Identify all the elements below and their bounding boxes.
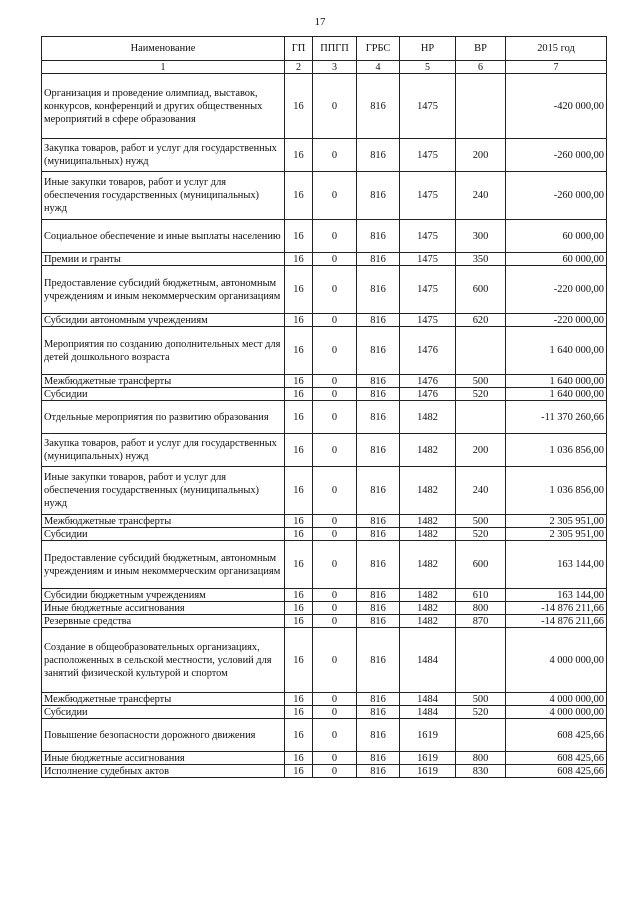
row-vr: 200 (456, 434, 506, 467)
row-gp: 16 (285, 253, 313, 266)
row-gp: 16 (285, 327, 313, 375)
row-ppgp: 0 (313, 528, 357, 541)
row-gp: 16 (285, 220, 313, 253)
row-ppgp: 0 (313, 706, 357, 719)
table-row (42, 615, 607, 628)
table-row (42, 706, 607, 719)
row-gp: 16 (285, 719, 313, 752)
row-ppgp: 0 (313, 719, 357, 752)
row-grbs: 816 (357, 628, 400, 693)
row-gp: 16 (285, 752, 313, 765)
table-row (42, 528, 607, 541)
row-ppgp: 0 (313, 628, 357, 693)
row-grbs: 816 (357, 266, 400, 314)
row-gp: 16 (285, 401, 313, 434)
row-gp: 16 (285, 706, 313, 719)
budget-table (41, 36, 607, 778)
row-grbs: 816 (357, 375, 400, 388)
row-gp: 16 (285, 693, 313, 706)
row-amount: -220 000,00 (506, 314, 607, 327)
row-vr: 500 (456, 375, 506, 388)
row-grbs: 816 (357, 602, 400, 615)
row-vr (456, 719, 506, 752)
row-nr: 1482 (400, 467, 456, 515)
row-grbs: 816 (357, 719, 400, 752)
row-nr: 1475 (400, 74, 456, 139)
row-nr: 1484 (400, 628, 456, 693)
row-amount: 163 144,00 (506, 589, 607, 602)
row-ppgp: 0 (313, 515, 357, 528)
header-vr: ВР (456, 37, 506, 61)
row-ppgp: 0 (313, 401, 357, 434)
index-cell: 5 (400, 61, 456, 74)
row-gp: 16 (285, 615, 313, 628)
row-name: Иные закупки товаров, работ и услуг для обеспечения государственных (муниципальных) нужд (42, 467, 285, 515)
row-amount: -260 000,00 (506, 172, 607, 220)
header-ppgp: ППГП (313, 37, 357, 61)
row-name: Иные бюджетные ассигнования (42, 752, 285, 765)
row-grbs: 816 (357, 253, 400, 266)
table-header-row (42, 37, 607, 61)
header-gp: ГП (285, 37, 313, 61)
row-vr: 520 (456, 706, 506, 719)
row-name: Предоставление субсидий бюджетным, автономным учреждениям и иным некоммерческим организациям (42, 266, 285, 314)
row-vr (456, 327, 506, 375)
index-cell: 7 (506, 61, 607, 74)
row-amount: 608 425,66 (506, 752, 607, 765)
row-name: Мероприятия по созданию дополнительных мест для детей дошкольного возраста (42, 327, 285, 375)
row-vr (456, 628, 506, 693)
row-gp: 16 (285, 375, 313, 388)
row-nr: 1482 (400, 602, 456, 615)
row-gp: 16 (285, 172, 313, 220)
row-vr: 800 (456, 602, 506, 615)
row-gp: 16 (285, 74, 313, 139)
row-amount: 2 305 951,00 (506, 515, 607, 528)
row-grbs: 816 (357, 706, 400, 719)
table-row (42, 266, 607, 314)
row-nr: 1475 (400, 172, 456, 220)
table-row (42, 752, 607, 765)
row-amount: 608 425,66 (506, 765, 607, 778)
column-index-row (42, 61, 607, 74)
row-amount: 4 000 000,00 (506, 706, 607, 719)
row-name: Субсидии автономным учреждениям (42, 314, 285, 327)
row-grbs: 816 (357, 434, 400, 467)
table-row (42, 327, 607, 375)
row-vr: 350 (456, 253, 506, 266)
row-gp: 16 (285, 765, 313, 778)
row-amount: 4 000 000,00 (506, 628, 607, 693)
row-nr: 1475 (400, 139, 456, 172)
row-grbs: 816 (357, 752, 400, 765)
row-grbs: 816 (357, 615, 400, 628)
row-ppgp: 0 (313, 752, 357, 765)
table-row (42, 139, 607, 172)
row-grbs: 816 (357, 388, 400, 401)
row-grbs: 816 (357, 172, 400, 220)
table-row (42, 172, 607, 220)
table-row (42, 602, 607, 615)
row-gp: 16 (285, 266, 313, 314)
table-row (42, 467, 607, 515)
row-gp: 16 (285, 628, 313, 693)
row-amount: -14 876 211,66 (506, 602, 607, 615)
row-name: Субсидии бюджетным учреждениям (42, 589, 285, 602)
row-nr: 1484 (400, 706, 456, 719)
row-ppgp: 0 (313, 388, 357, 401)
row-nr: 1619 (400, 719, 456, 752)
table-row (42, 541, 607, 589)
row-nr: 1484 (400, 693, 456, 706)
row-name: Межбюджетные трансферты (42, 693, 285, 706)
row-gp: 16 (285, 467, 313, 515)
row-amount: 1 640 000,00 (506, 388, 607, 401)
row-name: Резервные средства (42, 615, 285, 628)
row-ppgp: 0 (313, 375, 357, 388)
row-amount: 60 000,00 (506, 220, 607, 253)
row-grbs: 816 (357, 220, 400, 253)
row-amount: 60 000,00 (506, 253, 607, 266)
row-vr: 600 (456, 541, 506, 589)
row-ppgp: 0 (313, 220, 357, 253)
row-name: Закупка товаров, работ и услуг для государственных (муниципальных) нужд (42, 434, 285, 467)
row-gp: 16 (285, 528, 313, 541)
row-grbs: 816 (357, 589, 400, 602)
index-cell: 4 (357, 61, 400, 74)
row-name: Закупка товаров, работ и услуг для государственных (муниципальных) нужд (42, 139, 285, 172)
row-nr: 1482 (400, 615, 456, 628)
row-ppgp: 0 (313, 253, 357, 266)
row-nr: 1482 (400, 589, 456, 602)
row-amount: -220 000,00 (506, 266, 607, 314)
row-grbs: 816 (357, 765, 400, 778)
row-vr: 830 (456, 765, 506, 778)
row-name: Повышение безопасности дорожного движения (42, 719, 285, 752)
row-grbs: 816 (357, 327, 400, 375)
row-ppgp: 0 (313, 589, 357, 602)
row-ppgp: 0 (313, 693, 357, 706)
row-gp: 16 (285, 589, 313, 602)
row-ppgp: 0 (313, 266, 357, 314)
row-vr: 240 (456, 172, 506, 220)
row-amount: 608 425,66 (506, 719, 607, 752)
row-grbs: 816 (357, 467, 400, 515)
row-name: Иные закупки товаров, работ и услуг для обеспечения государственных (муниципальных) нужд (42, 172, 285, 220)
row-ppgp: 0 (313, 172, 357, 220)
row-name: Создание в общеобразовательных организациях, расположенных в сельской местности, условий для занятий физической культурой и спортом (42, 628, 285, 693)
table-row (42, 719, 607, 752)
row-ppgp: 0 (313, 139, 357, 172)
row-vr: 300 (456, 220, 506, 253)
row-ppgp: 0 (313, 765, 357, 778)
table-row (42, 388, 607, 401)
row-gp: 16 (285, 602, 313, 615)
row-vr: 520 (456, 388, 506, 401)
row-nr: 1475 (400, 266, 456, 314)
index-cell: 6 (456, 61, 506, 74)
header-year: 2015 год (506, 37, 607, 61)
table-row (42, 314, 607, 327)
row-vr: 610 (456, 589, 506, 602)
row-vr: 600 (456, 266, 506, 314)
row-ppgp: 0 (313, 602, 357, 615)
row-name: Субсидии (42, 528, 285, 541)
row-nr: 1476 (400, 388, 456, 401)
row-grbs: 816 (357, 693, 400, 706)
header-name: Наименование (42, 37, 285, 61)
row-amount: 1 640 000,00 (506, 327, 607, 375)
index-cell: 3 (313, 61, 357, 74)
table-row (42, 220, 607, 253)
table-row (42, 401, 607, 434)
row-nr: 1476 (400, 327, 456, 375)
row-gp: 16 (285, 314, 313, 327)
page-number: 17 (314, 16, 326, 28)
row-grbs: 816 (357, 139, 400, 172)
row-ppgp: 0 (313, 541, 357, 589)
row-amount: 4 000 000,00 (506, 693, 607, 706)
row-nr: 1482 (400, 434, 456, 467)
row-ppgp: 0 (313, 314, 357, 327)
row-amount: -11 370 260,66 (506, 401, 607, 434)
row-ppgp: 0 (313, 434, 357, 467)
row-amount: -420 000,00 (506, 74, 607, 139)
row-nr: 1475 (400, 314, 456, 327)
row-nr: 1482 (400, 528, 456, 541)
row-ppgp: 0 (313, 74, 357, 139)
index-cell: 1 (42, 61, 285, 74)
header-grbs: ГРБС (357, 37, 400, 61)
row-nr: 1619 (400, 752, 456, 765)
row-name: Иные бюджетные ассигнования (42, 602, 285, 615)
row-amount: -14 876 211,66 (506, 615, 607, 628)
row-nr: 1619 (400, 765, 456, 778)
row-grbs: 816 (357, 541, 400, 589)
row-name: Премии и гранты (42, 253, 285, 266)
row-name: Предоставление субсидий бюджетным, автономным учреждениям и иным некоммерческим организациям (42, 541, 285, 589)
row-name: Межбюджетные трансферты (42, 515, 285, 528)
row-vr: 200 (456, 139, 506, 172)
row-name: Социальное обеспечение и иные выплаты населению (42, 220, 285, 253)
row-ppgp: 0 (313, 327, 357, 375)
row-name: Субсидии (42, 706, 285, 719)
row-name: Межбюджетные трансферты (42, 375, 285, 388)
row-gp: 16 (285, 541, 313, 589)
table-row (42, 253, 607, 266)
row-vr: 620 (456, 314, 506, 327)
row-gp: 16 (285, 434, 313, 467)
row-gp: 16 (285, 139, 313, 172)
table-row (42, 74, 607, 139)
row-amount: 1 640 000,00 (506, 375, 607, 388)
row-nr: 1482 (400, 401, 456, 434)
table-row (42, 765, 607, 778)
row-grbs: 816 (357, 74, 400, 139)
table-row (42, 375, 607, 388)
row-amount: -260 000,00 (506, 139, 607, 172)
table-row (42, 693, 607, 706)
row-vr: 800 (456, 752, 506, 765)
row-gp: 16 (285, 388, 313, 401)
row-name: Организация и проведение олимпиад, выставок, конкурсов, конференций и других общественных мероприятий в сфере образования (42, 74, 285, 139)
row-vr (456, 74, 506, 139)
row-nr: 1482 (400, 541, 456, 589)
row-amount: 1 036 856,00 (506, 434, 607, 467)
row-name: Отдельные мероприятия по развитию образования (42, 401, 285, 434)
row-nr: 1475 (400, 253, 456, 266)
row-grbs: 816 (357, 314, 400, 327)
table-row (42, 589, 607, 602)
row-vr: 240 (456, 467, 506, 515)
row-name: Субсидии (42, 388, 285, 401)
row-amount: 2 305 951,00 (506, 528, 607, 541)
table-row (42, 628, 607, 693)
row-name: Исполнение судебных актов (42, 765, 285, 778)
index-cell: 2 (285, 61, 313, 74)
row-vr (456, 401, 506, 434)
row-amount: 1 036 856,00 (506, 467, 607, 515)
row-vr: 520 (456, 528, 506, 541)
row-ppgp: 0 (313, 467, 357, 515)
row-vr: 870 (456, 615, 506, 628)
row-grbs: 816 (357, 401, 400, 434)
row-grbs: 816 (357, 515, 400, 528)
row-nr: 1476 (400, 375, 456, 388)
header-nr: НР (400, 37, 456, 61)
row-nr: 1475 (400, 220, 456, 253)
row-ppgp: 0 (313, 615, 357, 628)
row-amount: 163 144,00 (506, 541, 607, 589)
table-row (42, 434, 607, 467)
row-vr: 500 (456, 693, 506, 706)
row-grbs: 816 (357, 528, 400, 541)
table-row (42, 515, 607, 528)
row-vr: 500 (456, 515, 506, 528)
row-nr: 1482 (400, 515, 456, 528)
row-gp: 16 (285, 515, 313, 528)
